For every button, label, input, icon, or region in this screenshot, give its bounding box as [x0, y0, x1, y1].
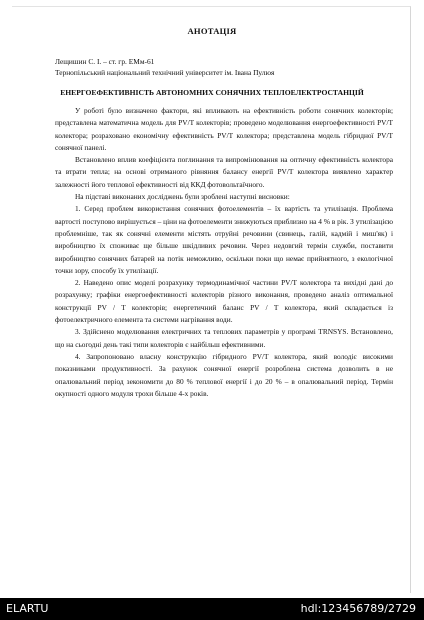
handle-identifier: hdl:123456789/2729: [300, 602, 416, 615]
paragraph: 3. Здійснено моделювання електричних та теплових параметрів у програмі TRNSYS. Встановлено, що на сьогодні день такі типи колекторів є найбільш ефективними.: [55, 327, 393, 349]
paragraph: 1. Серед проблем використання сонячних фотоелементів – їх вартість та утилізація. Проблема вартості поступово вирішується – ціни на фотоелементи знижуються приблизно на 4 % в рік. З утилізацією проблемніше, так як сонячні елементи містять отруйні речовини (свинець, галій, кадмій і миш'як) і виробництво їх споживає ще більше шкідливих речовин. Через недовгий термін служби, поставити виробництво сонячних батарей на потік неможливо, оскільки поки що немає прийнятного, з екологічної точки зору, способу їх утилізації.: [55, 204, 393, 275]
page-title: АНОТАЦІЯ: [187, 26, 237, 36]
paragraph: Встановлено вплив коефіцієнта поглинання та випромінювання на оптичну ефективність колектора та втрати тепла; на основі отриманого рівняння балансу енергії PV/T колектора виявлено характер залежності його теплової ефективності від ККД фотовольтаїчного.: [55, 155, 393, 189]
paragraph: У роботі було визначено фактори, які впливають на ефективність роботи сонячних колекторів; представлена математична модель для PV/T колекторів; проведено моделювання енергоефективності PV/T колектора; розраховано економічну ефективність PV/T колектора; представлена модель гібридної PV/T сонячної панелі.: [55, 106, 393, 152]
abstract-body: [55, 105, 393, 400]
author-line: Лещишин С. І. – ст. гр. ЕМм-61: [55, 57, 155, 66]
repository-name: ELARTU: [6, 602, 49, 615]
paragraph: На підставі виконаних досліджень були зроблені наступні висновки:: [75, 192, 290, 202]
repository-footer-bar: [0, 598, 424, 620]
affiliation-line: Тернопільський національний технічний університет ім. Івана Пулюя: [55, 68, 275, 77]
document-subtitle: ЕНЕРГОЕФЕКТИВНІСТЬ АВТОНОМНИХ СОНЯЧНИХ ТЕПЛОЕЛЕКТРОСТАНЦІЙ: [60, 88, 364, 97]
paragraph: 2. Наведено опис моделі розрахунку термодинамічної частини PV/T колектора та вихідні дані до розрахунку; графіки енергоефективності колекторів різного виконання, проведено аналіз оптимальної конструкції PV / T колекторів; енергетичний баланс PV / T колектора, який складається із фотоелектричного елемента та системи нагрівання води.: [55, 278, 393, 325]
paragraph: 4. Запропоновано власну конструкцію гібридного PV/T колектора, який володіє високими показниками продуктивності. За рахунок сонячної енергії розроблена система дозволить в не опалювальний період зекономити до 80 % теплової енергії і до 20 % – в опалювальний період. Термін окупності одного модуля трохи більше 4-х років.: [55, 351, 393, 398]
